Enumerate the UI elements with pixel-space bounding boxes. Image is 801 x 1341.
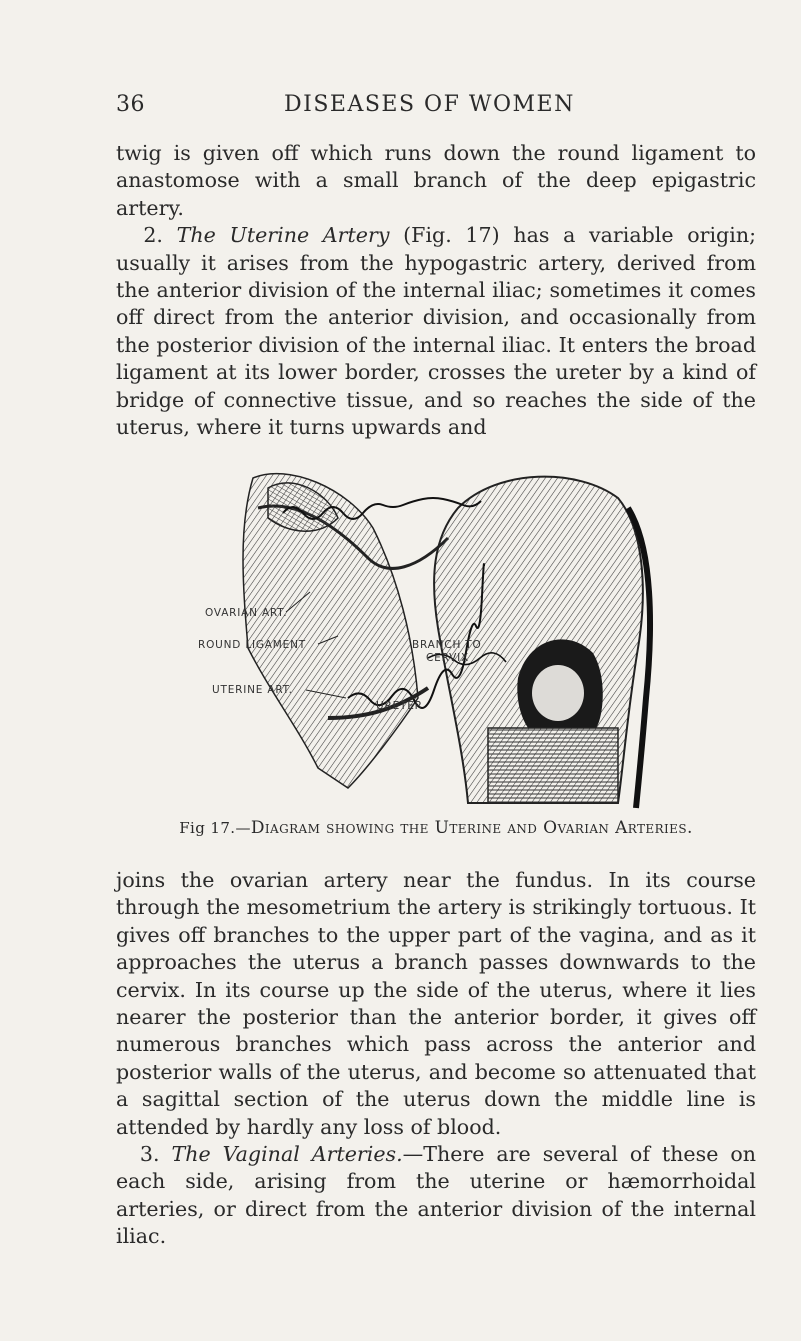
caption-text: Diagram showing the Uterine and Ovarian Arteries. bbox=[250, 818, 693, 838]
vagina-shape bbox=[488, 728, 618, 803]
label-cervix: CERVIX bbox=[426, 652, 469, 664]
label-ovarian-artery: OVARIAN ART. bbox=[205, 607, 288, 619]
label-ureter: URETER bbox=[376, 700, 423, 712]
caption-prefix: Fig 17.— bbox=[179, 819, 251, 837]
item-text-vaginal-arteries: —There are several of these on each side, arising from the uterine or hæmorrhoidal arteries, or direct from the anterior division of the internal iliac. bbox=[116, 1142, 756, 1249]
paragraph-bottom bbox=[116, 867, 756, 1251]
item-text-uterine-artery: (Fig. 17) has a variable origin; usually it arises from the hypogastric artery, derived from the anterior division of the internal iliac; sometimes it comes off direct from the anterior division, and occasionally from the posterior division of the internal iliac. It enters the broad ligament at its lower border, crosses the ureter by a kind of bridge of connective tissue, and so reaches the side of the uterus, where it turns upwards and bbox=[116, 223, 757, 440]
label-branch-to: BRANCH TO bbox=[412, 639, 482, 651]
page-number: 36 bbox=[116, 92, 145, 117]
item-title-vaginal-arteries: The Vaginal Arteries. bbox=[171, 1142, 403, 1167]
running-head: DISEASES OF WOMEN bbox=[284, 92, 575, 117]
figure-caption bbox=[116, 818, 756, 838]
text-line-1: twig is given off which runs down the round ligament to bbox=[116, 141, 756, 165]
label-round-ligament: ROUND LIGAMENT bbox=[198, 639, 306, 651]
text-line-2: anastomose with a small branch of the deep epigastric bbox=[116, 168, 756, 193]
text-line-3: artery. bbox=[116, 195, 184, 220]
paragraph-top bbox=[116, 140, 756, 441]
item-title-uterine-artery: The Uterine Artery bbox=[176, 223, 390, 248]
item-number-3: 3. bbox=[139, 1142, 160, 1167]
arteries-diagram bbox=[198, 468, 658, 818]
text-body-bottom: joins the ovarian artery near the fundus. In its course through the mesometrium the artery is strikingly tortuous. It gives off branches to the upper part of the vagina, and as it approaches the uterus a branch passes downwards to the cervix. In its course up the side of the uterus, where it lies nearer the posterior than the anterior border, it gives off numerous branches which pass across the anterior and posterior walls of the uterus, and become so attenuated that a sagittal section of the uterus down the middle line is attended by hardly any loss of blood. bbox=[116, 868, 756, 1139]
label-uterine-artery: UTERINE ART. bbox=[212, 684, 293, 696]
anatomical-figure bbox=[198, 468, 658, 818]
page-header bbox=[116, 92, 721, 124]
item-number-2: 2. bbox=[143, 223, 163, 248]
